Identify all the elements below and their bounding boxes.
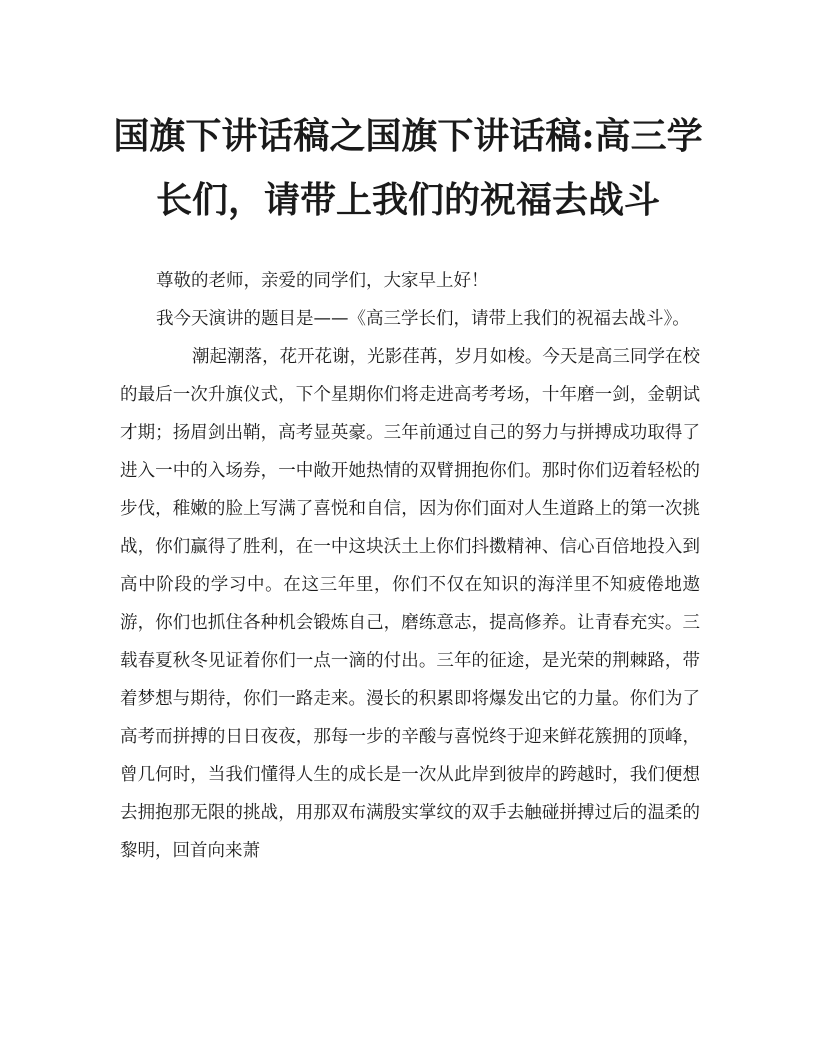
title-line-1: 国旗下讲话稿之国旗下讲话稿:高三学 [113,115,703,157]
main-paragraph: 潮起潮落，花开花谢，光影荏苒，岁月如梭。今天是高三同学在校的最后一次升旗仪式，下个星期你们将走进高考考场，十年磨一剑，金朝试才期；扬眉剑出鞘，高考显英豪。三年前通过自己的努力与拼搏成功取得了进入一中的入场券，一中敞开她热情的双臂拥抱你们。那时你们迈着轻松的步伐，稚嫩的脸上写满了喜悦和自信，因为你们面对人生道路上的第一次挑战，你们赢得了胜利，在一中这块沃土上你们抖擞精神、信心百倍地投入到高中阶段的学习中。在这三年里，你们不仅在知识的海洋里不知疲倦地遨游，你们也抓住各种机会锻炼自己，磨练意志，提高修养。让青春充实。三载春夏秋冬见证着你们一点一滴的付出。三年的征途，是光荣的荆棘路，带着梦想与期待，你们一路走来。漫长的积累即将爆发出它的力量。你们为了高考而拼搏的日日夜夜，那每一步的辛酸与喜悦终于迎来鲜花簇拥的顶峰，曾几何时，当我们懂得人生的成长是一次从此岸到彼岸的跨越时，我们便想去拥抱那无限的挑战，用那双布满殷实掌纹的双手去触碰拼搏过后的温柔的黎明，回首向来萧 [120,347,700,861]
document-body [120,262,700,870]
greeting-paragraph: 尊敬的老师，亲爱的同学们，大家早上好！ [156,271,489,291]
topic-paragraph: 我今天演讲的题目是——《高三学长们，请带上我们的祝福去战斗》。 [156,309,690,329]
title-line-2: 长们，请带上我们的祝福去战斗 [155,179,660,221]
document-title [110,104,706,232]
